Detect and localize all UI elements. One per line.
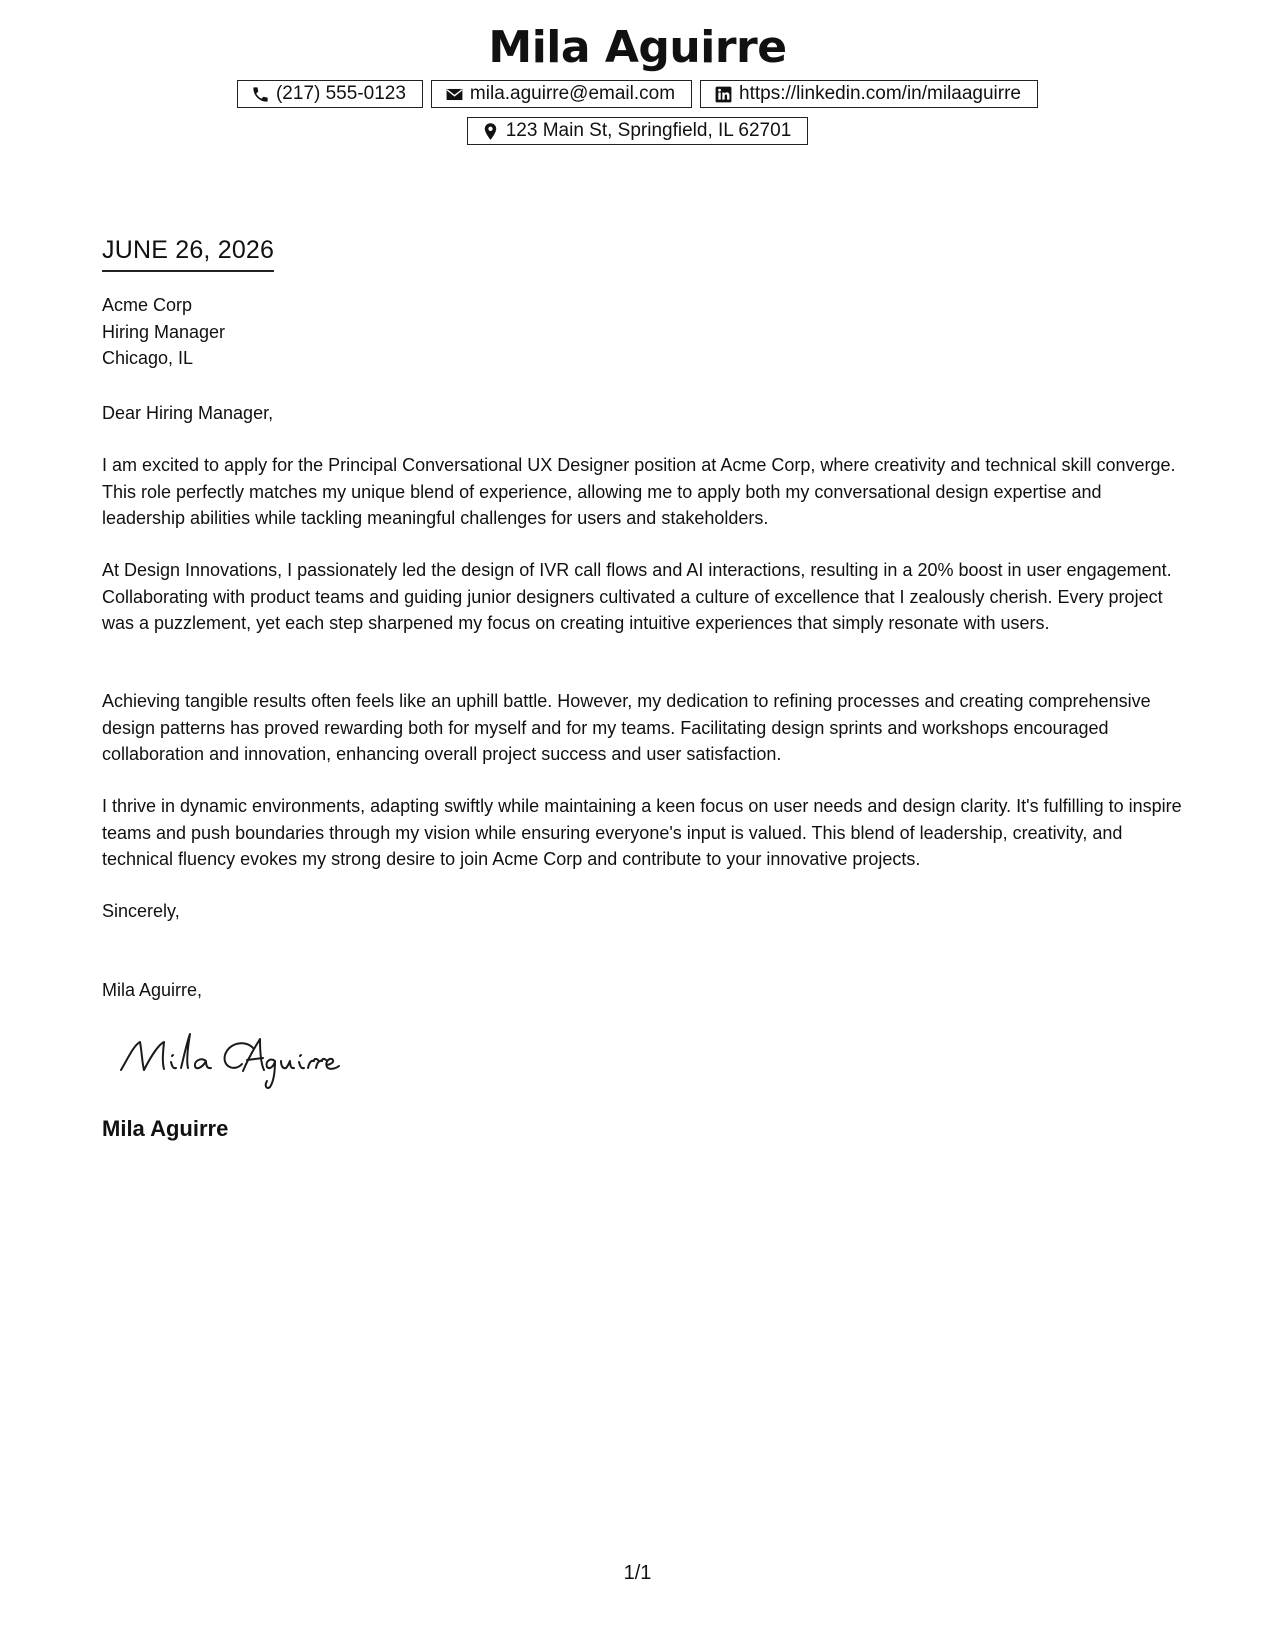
phone-contact[interactable]: [237, 80, 423, 108]
salutation: Dear Hiring Manager,: [102, 403, 274, 423]
phone-icon: [251, 85, 270, 104]
linkedin-contact[interactable]: [700, 80, 1038, 108]
recipient-title: Hiring Manager: [102, 321, 226, 342]
phone-text: (217) 555-0123: [275, 83, 406, 104]
recipient-location: Chicago, IL: [102, 348, 194, 368]
applicant-name: Mila Aguirre: [488, 22, 787, 73]
address-text: 123 Main St, Springfield, IL 62701: [505, 120, 792, 141]
page-indicator: 1/1: [623, 1562, 652, 1584]
closing: Sincerely,: [102, 901, 180, 921]
handwritten-signature: [118, 1028, 348, 1092]
envelope-icon: [445, 85, 464, 104]
recipient-company: Acme Corp: [102, 295, 193, 315]
body-paragraph-3: Achieving tangible results often feels like an uphill battle. However, my dedication to refining processes and creating comprehensive design patterns has proved rewarding both for myself and for my teams. Facilitating design sprints and workshops encouraged collaboration and innovation, enhancing overall project success and user satisfaction.: [102, 691, 1151, 764]
linkedin-icon: [714, 85, 733, 104]
address-contact[interactable]: [467, 117, 809, 145]
signature-name: Mila Aguirre: [102, 1116, 229, 1141]
email-text: mila.aguirre@email.com: [469, 83, 676, 104]
contact-row-secondary: [0, 117, 1275, 145]
body-paragraph-4: I thrive in dynamic environments, adapting swiftly while maintaining a keen focus on user needs and design clarity. It's fulfilling to inspire teams and push boundaries through my vision while ensuring everyone's input is valued. This blend of leadership, creativity, and technical fluency evokes my strong desire to join Acme Corp and contribute to your innovative projects.: [102, 796, 1182, 869]
email-contact[interactable]: [431, 80, 692, 108]
map-marker-icon: [481, 122, 500, 141]
letter-date: JUNE 26, 2026: [102, 235, 274, 272]
linkedin-text: https://linkedin.com/in/milaaguirre: [739, 83, 1022, 104]
body-paragraph-1: I am excited to apply for the Principal Conversational UX Designer position at Acme Corp, where creativity and technical skill converge. This role perfectly matches my unique blend of experience, allowing me to apply both my conversational design expertise and leadership abilities while tackling meaningful challenges for users and stakeholders.: [102, 455, 1176, 528]
contact-row-primary: [0, 80, 1275, 108]
body-paragraph-2: At Design Innovations, I passionately led the design of IVR call flows and AI interactions, resulting in a 20% boost in user engagement. Collaborating with product teams and guiding junior designers cultivated a culture of excellence that I zealously cherish. Every project was a puzzlement, yet each step sharpened my focus on creating intuitive experiences that simply resonate with users.: [102, 560, 1172, 633]
signoff-name: Mila Aguirre,: [102, 980, 203, 1000]
recipient-block: [102, 292, 225, 372]
